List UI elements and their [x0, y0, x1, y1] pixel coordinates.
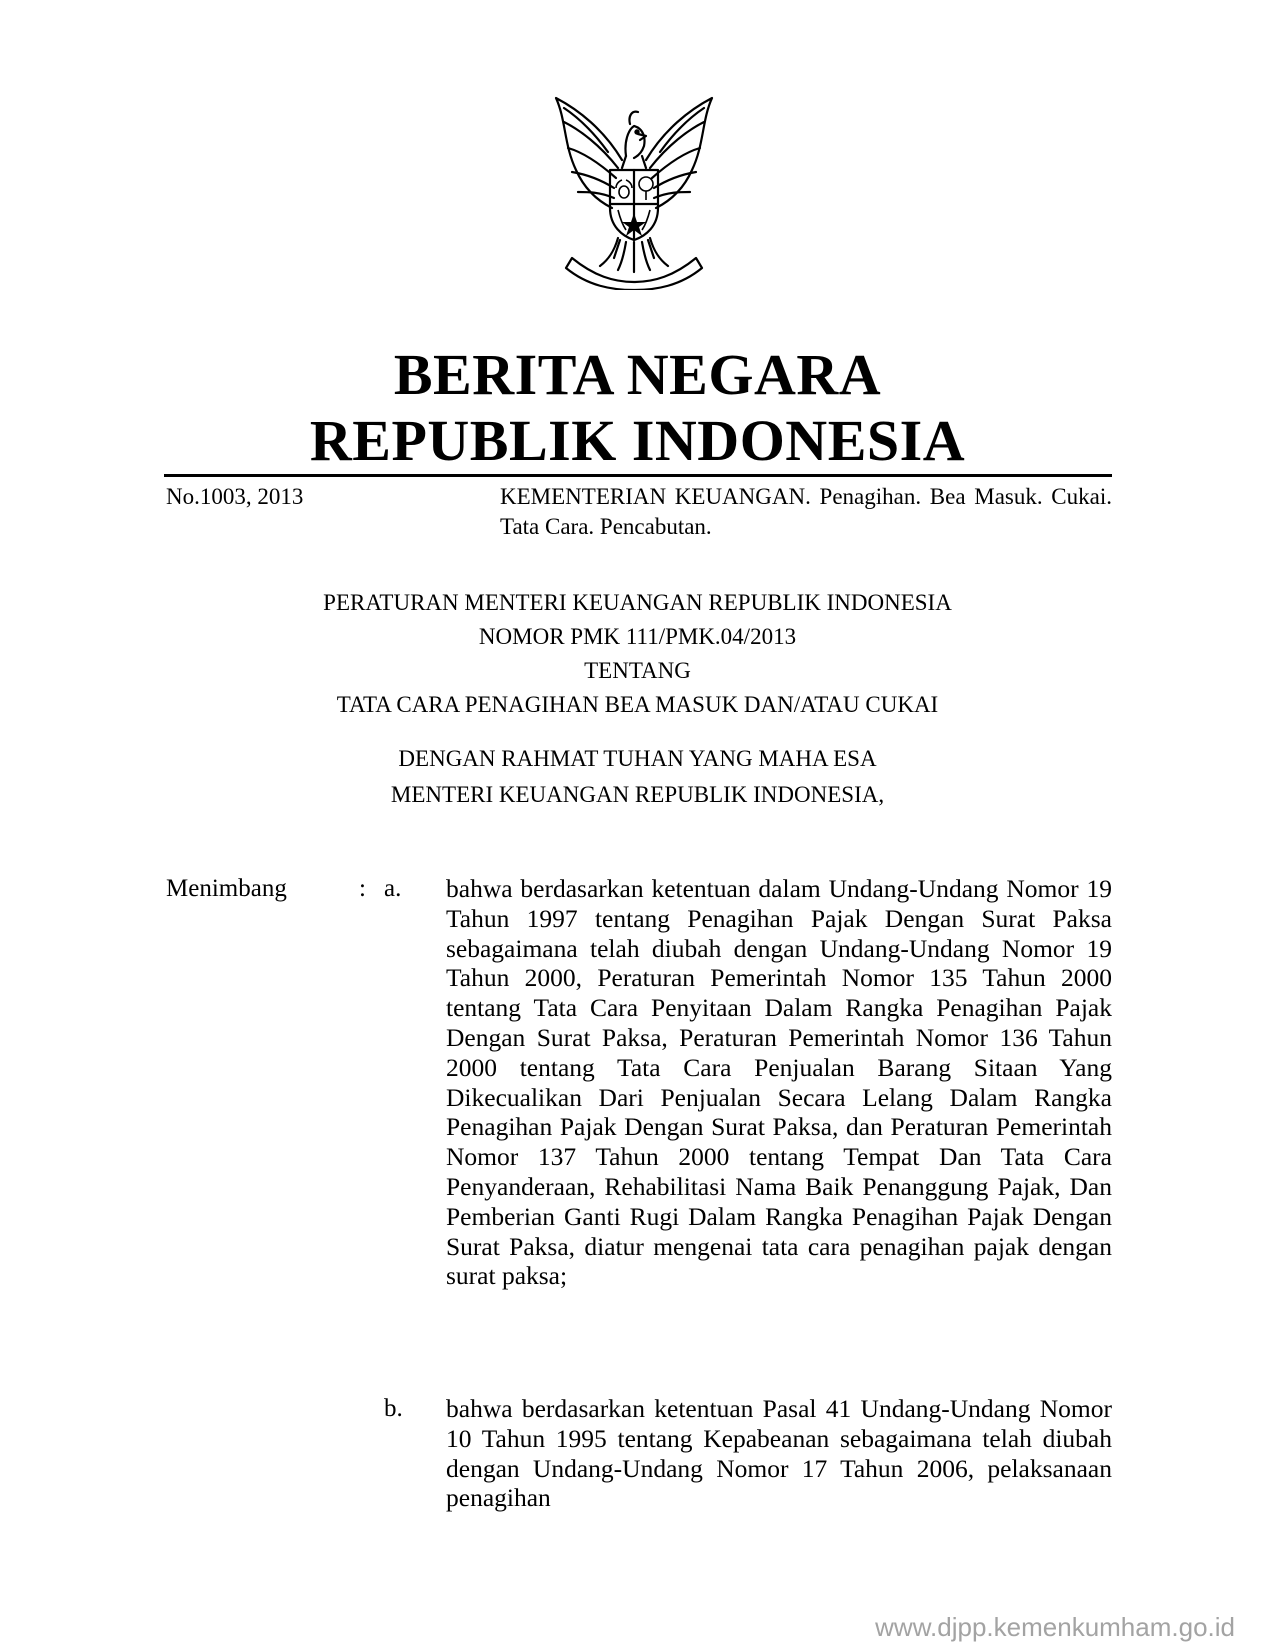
- gazette-title-line1: BERITA NEGARA: [393, 342, 882, 407]
- menimbang-colon: :: [359, 875, 366, 902]
- gazette-description: KEMENTERIAN KEUANGAN. Penagihan. Bea Masuk. Cukai. Tata Cara. Pencabutan.: [500, 484, 1112, 539]
- menimbang-item-b-text: bahwa berdasarkan ketentuan Pasal 41 Undang-Undang Nomor 10 Tahun 1995 tentang Kepabeanan sebagaimana telah diubah dengan Undang-Undang Nomor 17 Tahun 2006, pelaksanaan penagihan: [446, 1394, 1112, 1513]
- footer-url: www.djpp.kemenkumham.go.id: [875, 1612, 1235, 1642]
- item-marker-a: a.: [384, 875, 402, 902]
- garuda-pancasila-emblem-icon: [534, 90, 734, 290]
- regulation-tentang: TENTANG: [584, 658, 691, 683]
- regulation-number: NOMOR PMK 111/PMK.04/2013: [478, 624, 797, 649]
- gazette-title-line2: REPUBLIK INDONESIA: [309, 408, 966, 473]
- preamble-divine: DENGAN RAHMAT TUHAN YANG MAHA ESA: [398, 746, 877, 771]
- header-divider: [164, 474, 1112, 477]
- preamble-minister: MENTERI KEUANGAN REPUBLIK INDONESIA,: [390, 782, 885, 807]
- item-marker-b: b.: [384, 1395, 403, 1422]
- menimbang-label: Menimbang: [166, 875, 287, 902]
- gazette-number: No.1003, 2013: [166, 484, 304, 509]
- regulation-title: PERATURAN MENTERI KEUANGAN REPUBLIK INDONESIA: [323, 590, 952, 615]
- regulation-subject: TATA CARA PENAGIHAN BEA MASUK DAN/ATAU CUKAI: [336, 692, 939, 717]
- menimbang-item-a-text: bahwa berdasarkan ketentuan dalam Undang-Undang Nomor 19 Tahun 1997 tentang Penagihan Pajak Dengan Surat Paksa sebagaimana telah diubah dengan Undang-Undang Nomor 19 Tahun 2000, Peraturan Pemerintah Nomor 135 Tahun 2000 tentang Tata Cara Penyitaan Dalam Rangka Penagihan Pajak Dengan Surat Paksa, Peraturan Pemerintah Nomor 136 Tahun 2000 tentang Tata Cara Penjualan Barang Sitaan Yang Dikecualikan Dari Penjualan Secara Lelang Dalam Rangka Penagihan Pajak Dengan Surat Paksa, dan Peraturan Pemerintah Nomor 137 Tahun 2000 tentang Tempat Dan Tata Cara Penyanderaan, Rehabilitasi Nama Baik Penanggung Pajak, Dan Pemberian Ganti Rugi Dalam Rangka Penagihan Pajak Dengan Surat Paksa, diatur mengenai tata cara penagihan pajak dengan surat paksa;: [446, 874, 1112, 1291]
